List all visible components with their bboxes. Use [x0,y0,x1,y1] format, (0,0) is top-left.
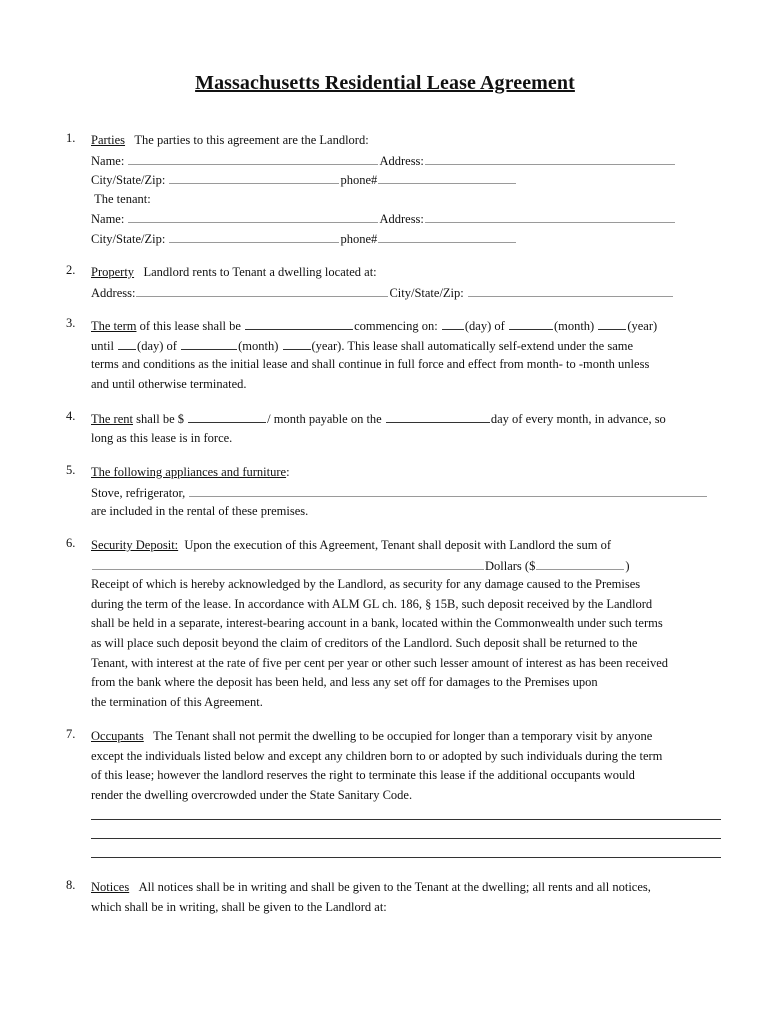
dollars-label: Dollars ($ [485,558,536,573]
property-address-field[interactable] [136,283,388,297]
term-text: of this lease shall be [139,319,241,333]
section-number: 2. [66,263,76,277]
notices-text: All notices shall be in writing and shall be given to the Tenant at the dwelling; all rents and all notices, [138,880,651,894]
term-text: terms and conditions as the initial lease and shall continue in full force and effect from month- to -month unless [91,357,650,372]
tenant-label: The tenant: [94,191,151,206]
deposit-text: the termination of this Agreement. [91,694,263,709]
end-year-field[interactable] [283,336,311,350]
landlord-address-field[interactable] [425,151,675,165]
landlord-name-field[interactable] [128,151,378,165]
until-label: until [91,338,114,353]
rent-text: long as this lease is in force. [91,430,233,445]
deposit-amount-number-field[interactable] [536,556,624,570]
year-label: (year) [627,319,658,333]
occupant-line[interactable] [91,838,721,839]
document-title: Massachusetts Residential Lease Agreement [195,72,575,94]
section-heading: The following appliances and furniture [91,465,287,479]
start-month-field[interactable] [509,316,553,330]
section-intro: The parties to this agreement are the Landlord: [134,133,369,147]
landlord-name-label: Name: [91,153,125,168]
deposit-text: Receipt of which is hereby acknowledged by the Landlord, as security for any damage caused to the Premises [91,577,641,592]
notices-text: which shall be in writing, shall be given to the Landlord at: [91,899,387,914]
deposit-text: as will place such deposit beyond the claim of creditors of the Landlord. Such deposit shall be returned to the [91,635,638,650]
section-number: 7. [66,727,76,741]
occupant-line[interactable] [91,819,721,820]
start-year-field[interactable] [598,316,626,330]
property-city-field[interactable] [468,283,673,297]
rent-text: day of every month, in advance, so [490,412,666,426]
tenant-address-label: Address: [379,212,424,227]
deposit-text: Tenant, with interest at the rate of five per cent per year or other such lesser amount of interest as has been received [91,655,669,670]
tenant-name-field[interactable] [128,209,378,223]
deposit-text: shall be held in a separate, interest-bearing account in a bank, located within the Commonwealth under such terms [91,616,663,631]
landlord-address-label: Address: [379,153,424,168]
property-address-label: Address: [91,285,136,300]
occupants-text: render the dwelling overcrowded under the State Sanitary Code. [91,787,413,802]
section-number: 1. [66,131,76,145]
section-heading: The rent [91,412,133,426]
tenant-city-label: City/State/Zip: [91,231,166,246]
day-of-label: (day) of [464,319,505,333]
tenant-phone-label: phone# [340,231,378,246]
term-text: (year). This lease shall automatically self-extend under the same [311,338,634,353]
rent-text: / month payable on the [267,412,382,426]
appliances-text: are included in the rental of these premises. [91,504,309,519]
section-heading: Occupants [91,729,144,743]
deposit-text: during the term of the lease. In accordance with ALM GL ch. 186, § 15B, such deposit received by the Landlord [91,596,653,611]
paren-label: ) [625,558,630,573]
rent-text: shall be $ [136,412,185,426]
heading-colon: : [286,465,290,479]
section-number: 8. [66,878,76,892]
term-length-field[interactable] [245,316,353,330]
rent-day-field[interactable] [386,409,490,423]
section-heading: The term [91,319,137,333]
appliances-text: Stove, refrigerator, [91,485,186,500]
term-text: commencing on: [354,319,438,333]
occupants-text: of this lease; however the landlord reserves the right to terminate this lease if the additional occupants would [91,768,635,783]
day-of-label: (day) of [137,338,177,353]
tenant-phone-field[interactable] [378,229,516,243]
start-day-field[interactable] [442,316,464,330]
month-label: (month) [238,338,279,353]
term-text: and until otherwise terminated. [91,376,247,391]
deposit-amount-words-field[interactable] [92,556,484,570]
tenant-name-label: Name: [91,212,125,227]
deposit-text: Upon the execution of this Agreement, Tenant shall deposit with Landlord the sum of [184,538,611,552]
deposit-text: from the bank where the deposit has been held, and less any set off for damages to the Premises upon [91,675,598,690]
section-heading: Parties [91,133,126,147]
section-heading: Notices [91,880,130,894]
landlord-phone-field[interactable] [378,170,516,184]
tenant-city-field[interactable] [169,229,339,243]
section-heading: Security Deposit: [91,538,179,552]
appliances-field[interactable] [189,483,707,497]
month-label: (month) [553,319,595,333]
landlord-phone-label: phone# [340,173,378,188]
section-number: 5. [66,463,76,477]
section-number: 4. [66,409,76,423]
occupants-text: The Tenant shall not permit the dwelling to be occupied for longer than a temporary visit by anyone [153,729,653,743]
property-city-label: City/State/Zip: [389,285,464,300]
landlord-city-field[interactable] [169,170,339,184]
tenant-address-field[interactable] [425,209,675,223]
section-text: Landlord rents to Tenant a dwelling located at: [143,265,377,279]
end-month-field[interactable] [181,336,237,350]
end-day-field[interactable] [118,336,136,350]
occupants-text: except the individuals listed below and except any children born to or adopted by such individuals during the term [91,748,663,763]
section-number: 3. [66,316,76,330]
section-heading: Property [91,265,135,279]
occupant-line[interactable] [91,857,721,858]
rent-amount-field[interactable] [188,409,266,423]
landlord-city-label: City/State/Zip: [91,173,166,188]
section-number: 6. [66,536,76,550]
